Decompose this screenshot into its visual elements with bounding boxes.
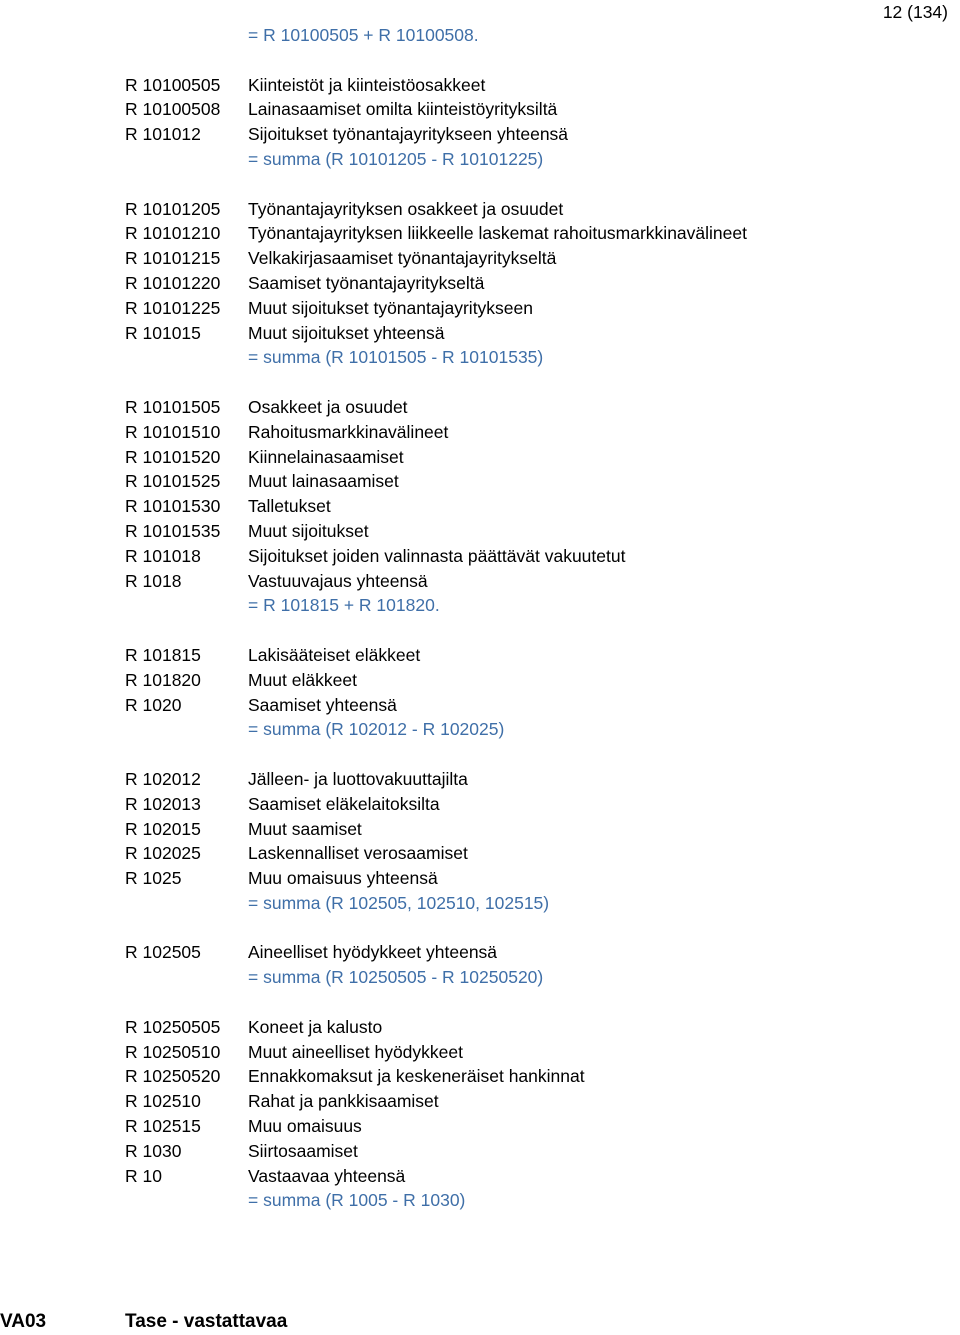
account-row: [125, 420, 945, 445]
account-label: Saamiset eläkelaitoksilta: [248, 793, 440, 814]
account-group: [125, 197, 945, 395]
account-label: Muut sijoitukset yhteensä: [248, 322, 445, 343]
account-label: Työnantajayrityksen liikkeelle laskemat rahoitusmarkkinavälineet: [248, 223, 747, 244]
page-footer: [0, 1311, 960, 1335]
account-row: [125, 693, 945, 718]
account-groups: [125, 73, 945, 1214]
account-label: Osakkeet ja osuudet: [248, 396, 408, 417]
account-row: [125, 1064, 945, 1089]
account-label: Muut saamiset: [248, 818, 362, 839]
account-code: R 10101215: [125, 248, 221, 269]
account-label: Kiinteistöt ja kiinteistöosakkeet: [248, 74, 486, 95]
spacer: [125, 172, 945, 197]
account-code: R 10101525: [125, 471, 221, 492]
account-code: R 10100508: [125, 99, 221, 120]
account-row: [125, 97, 945, 122]
account-row: [125, 1139, 945, 1164]
account-label: Lainasaamiset omilta kiinteistöyrityksiltä: [248, 99, 558, 120]
account-label: Rahat ja pankkisaamiset: [248, 1091, 439, 1112]
account-group: [125, 940, 945, 1014]
account-code: R 10250510: [125, 1041, 221, 1062]
account-code: R 10: [125, 1165, 162, 1186]
account-label: Vastaavaa yhteensä: [248, 1165, 406, 1186]
account-label: Muut eläkkeet: [248, 669, 357, 690]
footer-title: Tase - vastattavaa: [125, 1311, 288, 1332]
account-label: Talletukset: [248, 496, 331, 517]
account-row: [125, 246, 945, 271]
account-code: R 101820: [125, 669, 201, 690]
formula-row: [125, 147, 945, 172]
account-code: R 102012: [125, 768, 201, 789]
account-code: R 10101205: [125, 198, 221, 219]
spacer: [125, 916, 945, 941]
account-code: R 101018: [125, 545, 201, 566]
account-code: R 10101510: [125, 421, 221, 442]
account-label: Sijoitukset työnantajayritykseen yhteensä: [248, 124, 569, 145]
account-label: Sijoitukset joiden valinnasta päättävät vakuutetut: [248, 545, 626, 566]
account-code: R 102515: [125, 1116, 201, 1137]
account-code: R 10101520: [125, 446, 221, 467]
formula-row: [125, 891, 945, 916]
account-code: R 1025: [125, 868, 182, 889]
footer-form-code: VA03: [0, 1311, 47, 1332]
sum-formula: = R 101815 + R 101820.: [248, 595, 440, 616]
sum-formula: = summa (R 10101205 - R 10101225): [248, 148, 544, 169]
sum-formula: = summa (R 102012 - R 102025): [248, 719, 505, 740]
account-label: Koneet ja kalusto: [248, 1016, 383, 1037]
account-row: [125, 197, 945, 222]
account-code: R 10101225: [125, 297, 221, 318]
account-code: R 10101210: [125, 223, 221, 244]
account-row: [125, 767, 945, 792]
account-label: Työnantajayrityksen osakkeet ja osuudet: [248, 198, 564, 219]
account-code: R 101015: [125, 322, 201, 343]
account-code: R 10100505: [125, 74, 221, 95]
account-row: [125, 1089, 945, 1114]
account-label: Siirtosaamiset: [248, 1140, 358, 1161]
account-code: R 101012: [125, 124, 201, 145]
account-code: R 102505: [125, 942, 201, 963]
sum-formula: = summa (R 10101505 - R 10101535): [248, 347, 544, 368]
account-label: Ennakkomaksut ja keskeneräiset hankinnat: [248, 1066, 585, 1087]
account-row: [125, 469, 945, 494]
sum-formula: = summa (R 10250505 - R 10250520): [248, 967, 544, 988]
account-code: R 102510: [125, 1091, 201, 1112]
account-row: [125, 841, 945, 866]
account-row: [125, 569, 945, 594]
account-label: Laskennalliset verosaamiset: [248, 843, 468, 864]
account-label: Vastuuvajaus yhteensä: [248, 570, 428, 591]
account-label: Lakisääteiset eläkkeet: [248, 644, 421, 665]
account-code: R 102025: [125, 843, 201, 864]
account-group: [125, 73, 945, 197]
account-row: [125, 221, 945, 246]
document-body: [125, 23, 945, 1213]
account-code: R 101815: [125, 644, 201, 665]
formula-row: [125, 345, 945, 370]
account-code: R 1020: [125, 694, 182, 715]
account-label: Muut lainasaamiset: [248, 471, 399, 492]
account-label: Saamiset yhteensä: [248, 694, 397, 715]
page-number: 12 (134): [882, 2, 948, 22]
formula-row: [125, 717, 945, 742]
account-row: [125, 1164, 945, 1189]
account-row: [125, 1015, 945, 1040]
account-row: [125, 643, 945, 668]
account-row: [125, 271, 945, 296]
account-row: [125, 940, 945, 965]
account-label: Muu omaisuus yhteensä: [248, 868, 438, 889]
account-row: [125, 866, 945, 891]
account-code: R 10250505: [125, 1016, 221, 1037]
spacer: [125, 990, 945, 1015]
account-row: [125, 395, 945, 420]
formula-row: [125, 965, 945, 990]
account-row: [125, 817, 945, 842]
formula-row: [125, 1188, 945, 1213]
account-code: R 10101220: [125, 272, 221, 293]
spacer: [125, 618, 945, 643]
account-row: [125, 445, 945, 470]
spacer: [125, 370, 945, 395]
account-label: Jälleen- ja luottovakuuttajilta: [248, 768, 468, 789]
formula-row: [125, 593, 945, 618]
account-label: Muut sijoitukset työnantajayritykseen: [248, 297, 533, 318]
spacer: [125, 742, 945, 767]
sum-formula: = summa (R 102505, 102510, 102515): [248, 892, 550, 913]
account-row: [125, 494, 945, 519]
intro-formula: = R 10100505 + R 10100508.: [248, 25, 479, 45]
intro-formula-row: [125, 23, 945, 48]
account-row: [125, 519, 945, 544]
account-code: R 1030: [125, 1140, 182, 1161]
account-code: R 10101530: [125, 496, 221, 517]
account-group: [125, 395, 945, 643]
account-label: Muut sijoitukset: [248, 520, 369, 541]
account-group: [125, 643, 945, 767]
account-label: Muu omaisuus: [248, 1116, 362, 1137]
account-group: [125, 767, 945, 941]
account-row: [125, 544, 945, 569]
account-group: [125, 1015, 945, 1213]
account-code: R 10101505: [125, 396, 221, 417]
account-code: R 10250520: [125, 1066, 221, 1087]
account-row: [125, 296, 945, 321]
account-label: Muut aineelliset hyödykkeet: [248, 1041, 463, 1062]
account-row: [125, 668, 945, 693]
account-label: Saamiset työnantajayritykseltä: [248, 272, 485, 293]
account-row: [125, 122, 945, 147]
account-row: [125, 1114, 945, 1139]
account-label: Rahoitusmarkkinavälineet: [248, 421, 449, 442]
spacer: [125, 48, 945, 73]
account-row: [125, 73, 945, 98]
account-row: [125, 1040, 945, 1065]
account-label: Kiinnelainasaamiset: [248, 446, 404, 467]
account-code: R 10101535: [125, 520, 221, 541]
account-code: R 1018: [125, 570, 182, 591]
account-label: Velkakirjasaamiset työnantajayritykseltä: [248, 248, 557, 269]
sum-formula: = summa (R 1005 - R 1030): [248, 1190, 466, 1211]
account-label: Aineelliset hyödykkeet yhteensä: [248, 942, 498, 963]
account-row: [125, 321, 945, 346]
account-code: R 102013: [125, 793, 201, 814]
account-row: [125, 792, 945, 817]
account-code: R 102015: [125, 818, 201, 839]
